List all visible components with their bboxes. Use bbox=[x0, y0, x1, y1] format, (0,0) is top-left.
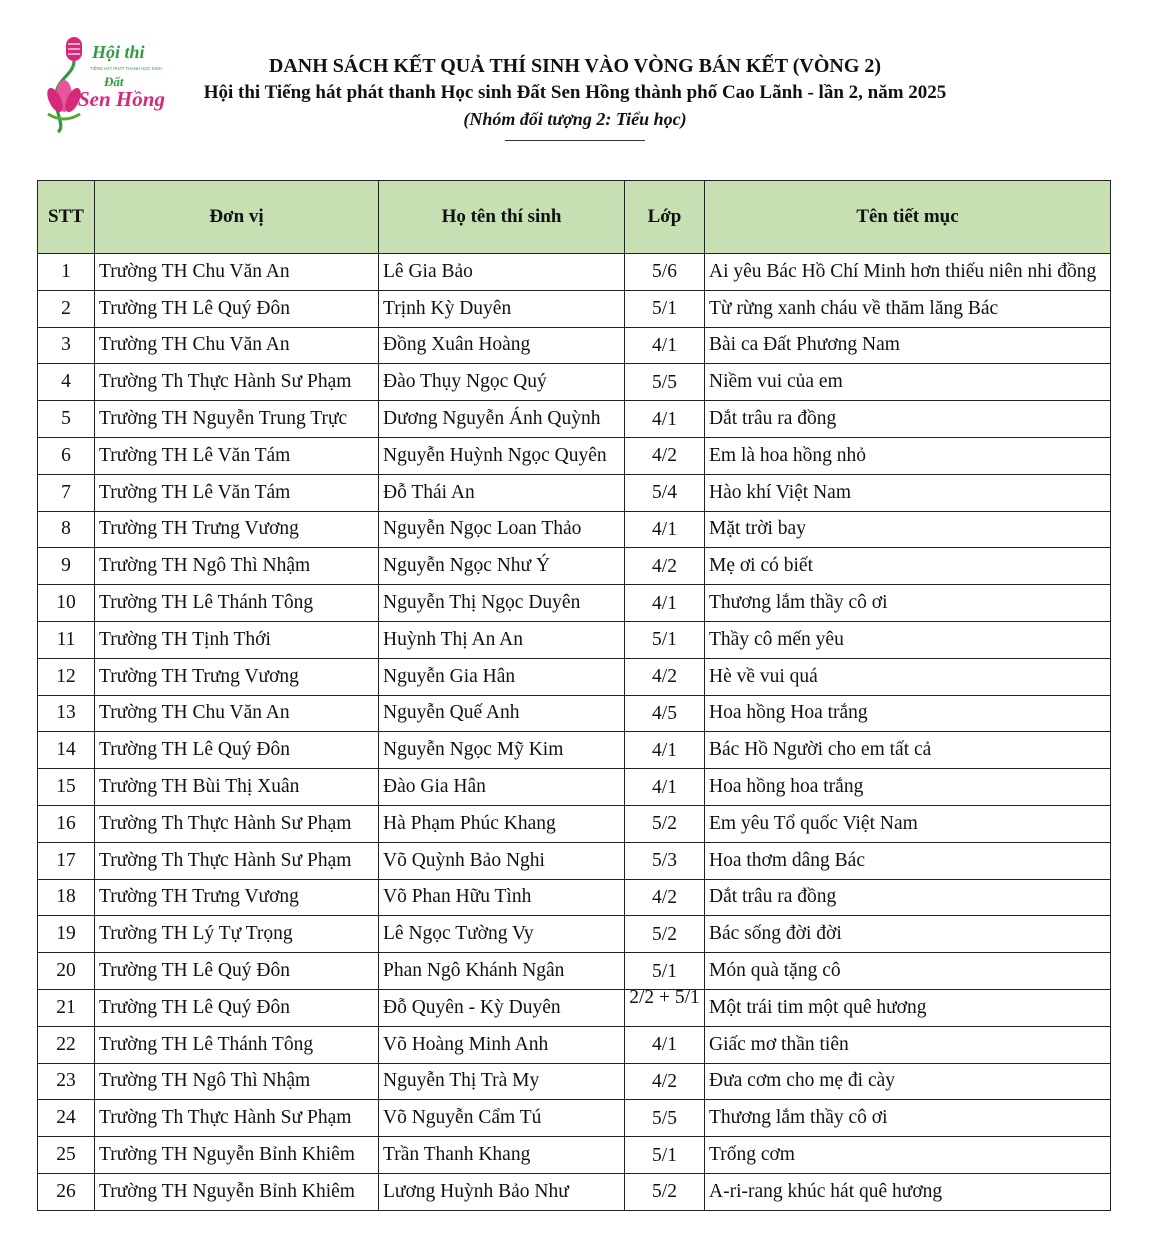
cell-name: Trần Thanh Khang bbox=[379, 1137, 625, 1174]
table-row bbox=[38, 842, 1111, 879]
cell-stt: 23 bbox=[38, 1063, 95, 1100]
cell-class: 4/5 bbox=[625, 695, 705, 732]
cell-song: Trống cơm bbox=[705, 1137, 1111, 1174]
cell-name: Đào Gia Hân bbox=[379, 769, 625, 806]
cell-unit: Trường TH Lê Quý Đôn bbox=[95, 989, 379, 1026]
table-row bbox=[38, 511, 1111, 548]
table-row bbox=[38, 1026, 1111, 1063]
cell-unit: Trường TH Trưng Vương bbox=[95, 511, 379, 548]
cell-song: Hè về vui quá bbox=[705, 658, 1111, 695]
cell-stt: 25 bbox=[38, 1137, 95, 1174]
cell-class: 5/1 bbox=[625, 290, 705, 327]
cell-name: Dương Nguyễn Ánh Quỳnh bbox=[379, 401, 625, 438]
logo-line3: Sen Hồng bbox=[78, 87, 165, 111]
cell-stt: 15 bbox=[38, 769, 95, 806]
cell-stt: 5 bbox=[38, 401, 95, 438]
table-row bbox=[38, 585, 1111, 622]
cell-unit: Trường TH Lê Quý Đôn bbox=[95, 732, 379, 769]
column-header-class: Lớp bbox=[625, 181, 705, 254]
cell-stt: 20 bbox=[38, 953, 95, 990]
cell-class: 5/1 bbox=[625, 621, 705, 658]
cell-song: Ai yêu Bác Hồ Chí Minh hơn thiếu niên nhi đồng bbox=[705, 254, 1111, 291]
cell-name: Trịnh Kỳ Duyên bbox=[379, 290, 625, 327]
cell-unit: Trường TH Nguyễn Bỉnh Khiêm bbox=[95, 1137, 379, 1174]
cell-unit: Trường TH Lê Quý Đôn bbox=[95, 290, 379, 327]
cell-class: 5/2 bbox=[625, 805, 705, 842]
cell-class bbox=[625, 989, 705, 1026]
cell-name: Võ Quỳnh Bảo Nghi bbox=[379, 842, 625, 879]
cell-name: Võ Nguyễn Cẩm Tú bbox=[379, 1100, 625, 1137]
column-header-song: Tên tiết mục bbox=[705, 181, 1111, 254]
cell-class: 5/2 bbox=[625, 916, 705, 953]
cell-unit: Trường TH Lê Văn Tám bbox=[95, 437, 379, 474]
cell-unit: Trường TH Lê Thánh Tông bbox=[95, 585, 379, 622]
cell-name: Lương Huỳnh Bảo Như bbox=[379, 1173, 625, 1210]
title-divider bbox=[505, 140, 645, 141]
cell-name: Nguyễn Thị Ngọc Duyên bbox=[379, 585, 625, 622]
cell-song: Giấc mơ thần tiên bbox=[705, 1026, 1111, 1063]
cell-unit: Trường TH Trưng Vương bbox=[95, 658, 379, 695]
cell-name: Đồng Xuân Hoàng bbox=[379, 327, 625, 364]
cell-unit: Trường Th Thực Hành Sư Phạm bbox=[95, 842, 379, 879]
cell-class: 4/1 bbox=[625, 401, 705, 438]
cell-stt: 19 bbox=[38, 916, 95, 953]
table-row bbox=[38, 695, 1111, 732]
cell-unit: Trường TH Tịnh Thới bbox=[95, 621, 379, 658]
table-row bbox=[38, 1063, 1111, 1100]
table-row bbox=[38, 437, 1111, 474]
cell-class: 5/2 bbox=[625, 1173, 705, 1210]
cell-stt: 26 bbox=[38, 1173, 95, 1210]
cell-name: Nguyễn Ngọc Mỹ Kim bbox=[379, 732, 625, 769]
cell-unit: Trường Th Thực Hành Sư Phạm bbox=[95, 364, 379, 401]
table-row bbox=[38, 916, 1111, 953]
table-row bbox=[38, 879, 1111, 916]
column-header-name: Họ tên thí sinh bbox=[379, 181, 625, 254]
cell-unit: Trường TH Chu Văn An bbox=[95, 254, 379, 291]
cell-song: Thương lắm thầy cô ơi bbox=[705, 1100, 1111, 1137]
cell-class: 4/1 bbox=[625, 769, 705, 806]
logo-line2: Đất bbox=[104, 74, 124, 89]
cell-unit: Trường TH Ngô Thì Nhậm bbox=[95, 548, 379, 585]
cell-unit: Trường Th Thực Hành Sư Phạm bbox=[95, 1100, 379, 1137]
cell-name: Nguyễn Gia Hân bbox=[379, 658, 625, 695]
table-row bbox=[38, 732, 1111, 769]
table-row bbox=[38, 1100, 1111, 1137]
cell-stt: 4 bbox=[38, 364, 95, 401]
cell-stt: 3 bbox=[38, 327, 95, 364]
cell-song: Niềm vui của em bbox=[705, 364, 1111, 401]
logo-line1: Hội thi bbox=[92, 42, 145, 62]
cell-name: Nguyễn Ngọc Loan Thảo bbox=[379, 511, 625, 548]
column-header-stt: STT bbox=[38, 181, 95, 254]
cell-song: Bác sống đời đời bbox=[705, 916, 1111, 953]
cell-name: Lê Gia Bảo bbox=[379, 254, 625, 291]
cell-name: Đào Thụy Ngọc Quý bbox=[379, 364, 625, 401]
cell-song: Em yêu Tổ quốc Việt Nam bbox=[705, 805, 1111, 842]
table-row bbox=[38, 1173, 1111, 1210]
table-header-row bbox=[38, 181, 1111, 254]
cell-song: Thương lắm thầy cô ơi bbox=[705, 585, 1111, 622]
cell-class: 5/5 bbox=[625, 1100, 705, 1137]
cell-song: Dắt trâu ra đồng bbox=[705, 879, 1111, 916]
cell-class: 4/2 bbox=[625, 879, 705, 916]
cell-unit: Trường TH Lê Thánh Tông bbox=[95, 1026, 379, 1063]
cell-unit: Trường TH Lê Văn Tám bbox=[95, 474, 379, 511]
cell-unit: Trường TH Nguyễn Trung Trực bbox=[95, 401, 379, 438]
table-row bbox=[38, 254, 1111, 291]
table-row bbox=[38, 658, 1111, 695]
cell-class: 4/2 bbox=[625, 437, 705, 474]
cell-name: Võ Hoàng Minh Anh bbox=[379, 1026, 625, 1063]
cell-class: 4/1 bbox=[625, 1026, 705, 1063]
cell-unit: Trường Th Thực Hành Sư Phạm bbox=[95, 805, 379, 842]
table-row bbox=[38, 327, 1111, 364]
cell-stt: 18 bbox=[38, 879, 95, 916]
cell-stt: 2 bbox=[38, 290, 95, 327]
cell-stt: 24 bbox=[38, 1100, 95, 1137]
cell-name: Đỗ Thái An bbox=[379, 474, 625, 511]
cell-stt: 21 bbox=[38, 989, 95, 1026]
document-header bbox=[150, 48, 1000, 141]
cell-class: 5/5 bbox=[625, 364, 705, 401]
cell-song: Mặt trời bay bbox=[705, 511, 1111, 548]
cell-stt: 17 bbox=[38, 842, 95, 879]
cell-stt: 12 bbox=[38, 658, 95, 695]
cell-class: 5/1 bbox=[625, 953, 705, 990]
cell-unit: Trường TH Nguyễn Bỉnh Khiêm bbox=[95, 1173, 379, 1210]
cell-class: 5/3 bbox=[625, 842, 705, 879]
cell-stt: 7 bbox=[38, 474, 95, 511]
cell-song: Từ rừng xanh cháu về thăm lăng Bác bbox=[705, 290, 1111, 327]
results-table bbox=[37, 180, 1111, 1211]
cell-name: Nguyễn Thị Trà My bbox=[379, 1063, 625, 1100]
cell-class: 4/1 bbox=[625, 511, 705, 548]
cell-song: Món quà tặng cô bbox=[705, 953, 1111, 990]
table-row bbox=[38, 769, 1111, 806]
cell-song: Bài ca Đất Phương Nam bbox=[705, 327, 1111, 364]
cell-song: Hoa hồng Hoa trắng bbox=[705, 695, 1111, 732]
cell-song: Hoa hồng hoa trắng bbox=[705, 769, 1111, 806]
cell-unit: Trường TH Lý Tự Trọng bbox=[95, 916, 379, 953]
cell-stt: 10 bbox=[38, 585, 95, 622]
cell-song: Mẹ ơi có biết bbox=[705, 548, 1111, 585]
cell-stt: 8 bbox=[38, 511, 95, 548]
cell-song: Hoa thơm dâng Bác bbox=[705, 842, 1111, 879]
cell-name: Phan Ngô Khánh Ngân bbox=[379, 953, 625, 990]
cell-class: 4/2 bbox=[625, 1063, 705, 1100]
table-row bbox=[38, 1137, 1111, 1174]
cell-unit: Trường TH Chu Văn An bbox=[95, 695, 379, 732]
cell-unit: Trường TH Bùi Thị Xuân bbox=[95, 769, 379, 806]
cell-song: Em là hoa hồng nhỏ bbox=[705, 437, 1111, 474]
table-row bbox=[38, 364, 1111, 401]
cell-stt: 22 bbox=[38, 1026, 95, 1063]
cell-stt: 14 bbox=[38, 732, 95, 769]
cell-stt: 6 bbox=[38, 437, 95, 474]
cell-song: Thầy cô mến yêu bbox=[705, 621, 1111, 658]
cell-class-text: 2/2 + 5/1 bbox=[629, 989, 700, 1008]
cell-class: 4/1 bbox=[625, 327, 705, 364]
table-row bbox=[38, 805, 1111, 842]
cell-class: 4/2 bbox=[625, 658, 705, 695]
table-row bbox=[38, 953, 1111, 990]
cell-song: Dắt trâu ra đồng bbox=[705, 401, 1111, 438]
cell-stt: 1 bbox=[38, 254, 95, 291]
document-subtitle: Hội thi Tiếng hát phát thanh Học sinh Đất Sen Hồng thành phố Cao Lãnh - lần 2, năm 2025 bbox=[203, 82, 947, 103]
cell-song: Hào khí Việt Nam bbox=[705, 474, 1111, 511]
cell-song: Bác Hồ Người cho em tất cả bbox=[705, 732, 1111, 769]
cell-class: 4/1 bbox=[625, 585, 705, 622]
cell-class: 4/1 bbox=[625, 732, 705, 769]
cell-stt: 16 bbox=[38, 805, 95, 842]
cell-unit: Trường TH Lê Quý Đôn bbox=[95, 953, 379, 990]
cell-name: Lê Ngọc Tường Vy bbox=[379, 916, 625, 953]
cell-song: A-ri-rang khúc hát quê hương bbox=[705, 1173, 1111, 1210]
cell-name: Nguyễn Ngọc Như Ý bbox=[379, 548, 625, 585]
cell-class: 4/2 bbox=[625, 548, 705, 585]
cell-stt: 13 bbox=[38, 695, 95, 732]
cell-unit: Trường TH Trưng Vương bbox=[95, 879, 379, 916]
cell-name: Võ Phan Hữu Tình bbox=[379, 879, 625, 916]
cell-name: Huỳnh Thị An An bbox=[379, 621, 625, 658]
cell-name: Nguyễn Huỳnh Ngọc Quyên bbox=[379, 437, 625, 474]
cell-song: Đưa cơm cho mẹ đi cày bbox=[705, 1063, 1111, 1100]
document-title: DANH SÁCH KẾT QUẢ THÍ SINH VÀO VÒNG BÁN KẾT (VÒNG 2) bbox=[268, 55, 882, 77]
table-row bbox=[38, 401, 1111, 438]
cell-song: Một trái tim một quê hương bbox=[705, 989, 1111, 1026]
column-header-unit: Đơn vị bbox=[95, 181, 379, 254]
cell-stt: 11 bbox=[38, 621, 95, 658]
document-group: (Nhóm đối tượng 2: Tiểu học) bbox=[463, 109, 687, 129]
cell-name: Hà Phạm Phúc Khang bbox=[379, 805, 625, 842]
cell-name: Nguyễn Quế Anh bbox=[379, 695, 625, 732]
cell-name: Đỗ Quyên - Kỳ Duyên bbox=[379, 989, 625, 1026]
table-row bbox=[38, 621, 1111, 658]
table-row bbox=[38, 474, 1111, 511]
cell-stt: 9 bbox=[38, 548, 95, 585]
cell-class: 5/1 bbox=[625, 1137, 705, 1174]
cell-unit: Trường TH Chu Văn An bbox=[95, 327, 379, 364]
table-row bbox=[38, 989, 1111, 1026]
logo-tagline: TIẾNG HÁT PHÁT THANH HỌC SINH bbox=[90, 66, 162, 71]
cell-class: 5/4 bbox=[625, 474, 705, 511]
table-row bbox=[38, 290, 1111, 327]
table-row bbox=[38, 548, 1111, 585]
cell-unit: Trường TH Ngô Thì Nhậm bbox=[95, 1063, 379, 1100]
cell-class: 5/6 bbox=[625, 254, 705, 291]
